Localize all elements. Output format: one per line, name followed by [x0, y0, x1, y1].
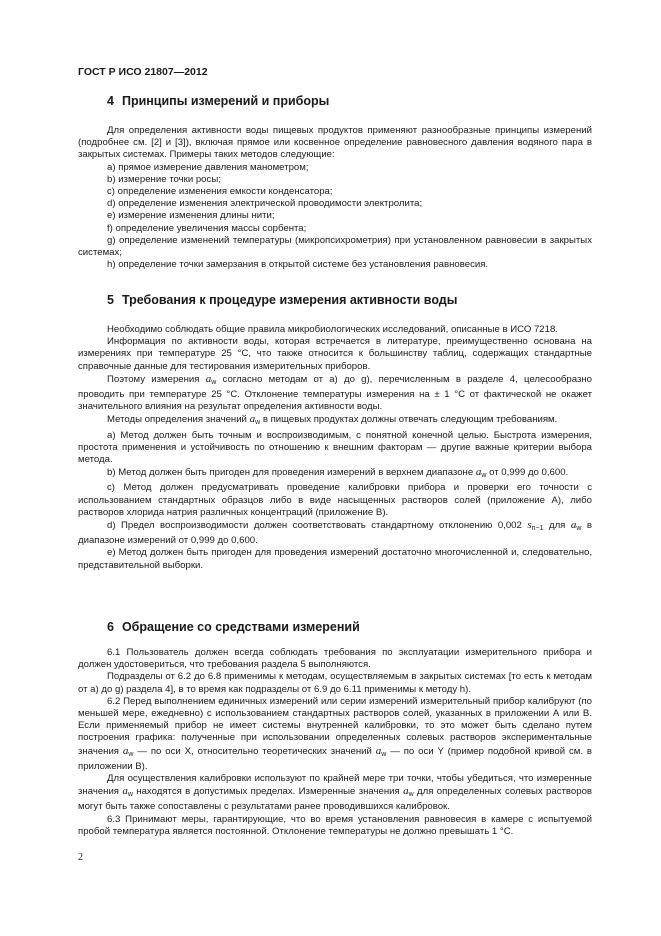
section-title: Принципы измерений и приборы [121, 94, 330, 108]
paragraph: 6.1 Пользователь должен всегда соблюдать требования по эксплуатации измерительного прибора и должен удостовериться, что требования раздела 5 выполняются. [78, 647, 592, 671]
list-item: d) определение изменения электрической проводимости электролита; [107, 198, 423, 210]
paragraph: 6.2 Перед выполнением единичных измерений или серии измерений измерительный прибор калибруют (по меньшей мере, ежедневно) с использованием стандартных растворов солей, указанных в приложении А или В. Если применяемый прибор не имеет системы внутренней калибровки, то это может быть сделано путем построения графика: полученные при использовании определенных солевых растворов экспериментальные значения $a_w$ — по оси X, относительно теоретических значений $a_w$ — по оси Y (пример подобной кривой см. в приложении В). [78, 695, 592, 772]
paragraph: 6.3 Принимают меры, гарантирующие, что во время установления равновесия в камере с испытуемой пробой температура является постоянной. Отклонение температуры не должно превышать 1 °С. [78, 813, 592, 837]
section-title: Требования к процедуре измерения активности воды [121, 293, 458, 307]
paragraph: Для осуществления калибровки используют по крайней мере три точки, чтобы убедиться, что измеренные значения $a_w$ находятся в допустимых пределах. Измеренные значения $a_w$ для определенных солевых растворов могут быть также сопоставлены с результатами ранее проводившихся калибровок. [78, 773, 592, 813]
list-item: g) определение изменений температуры (микропсихрометрия) при установленном равновесии в закрытых системах; [78, 234, 592, 259]
section-number: 5 [107, 293, 114, 307]
list-item: a) прямое измерение давления манометром; [107, 161, 309, 173]
section-number: 4 [107, 94, 114, 108]
paragraph: Для определения активности воды пищевых продуктов применяют разнообразные принципы измерений (подробнее см. [2] и [3]), включая прямое или косвенное определение равновесного давления водяного пара в закрытых системах. Примеры таких методов следующие: [78, 125, 592, 161]
paragraph: Поэтому измерения $a_w$ согласно методам от a) до g), перечисленным в разделе 4, целесообразно проводить при температуре 25 °С. Отклонение температуры измерения на ± 1 °С от фактической не окажет значительного влияния на результат определения активности воды. [78, 372, 592, 413]
list-item: e) измерение изменения длины нити; [107, 210, 275, 222]
paragraph: Информация по активности воды, которая встречается в литературе, преимущественно основана на измерениях при температуре 25 °С, что также относится к большинству таблиц, содержащих стандартные справочные данные для тестирования измерительных приборов. [78, 336, 592, 372]
section-6-body [78, 647, 592, 838]
section-number: 6 [107, 620, 114, 634]
section-5-body [78, 324, 592, 572]
paragraph: Методы определения значений $a_w$ в пищевых продуктах должны отвечать следующим требованиям. [107, 413, 558, 427]
section-5-heading [107, 293, 457, 307]
page-number: 2 [78, 852, 83, 863]
requirement-item: d) Предел воспроизводимости должен соответствовать стандартному отклонению 0,002 $s_{n-1}$ для $a_w$ в диапазоне измерений от 0,999 до 0,600. [78, 519, 592, 547]
standard-designation: ГОСТ Р ИСО 21807—2012 [78, 66, 208, 78]
section-4-body [78, 125, 592, 271]
section-title: Обращение со средствами измерений [121, 620, 360, 634]
section-6-heading [107, 620, 360, 634]
paragraph: Подразделы от 6.2 до 6.8 применимы к методам, осуществляемым в закрытых системах [то есть к методам от a) до g) раздела 4], в то время как подразделы от 6.9 до 6.11 применимы к методу h). [78, 671, 592, 695]
requirement-item: a) Метод должен быть точным и воспроизводимым, с понятной конечной целью. Быстрота измерения, простота применения и устойчивость по отношению к внешним факторам — другие важные критерии выбора метода. [78, 429, 592, 466]
paragraph: Необходимо соблюдать общие правила микробиологических исследований, описанные в ИСО 7218. [107, 324, 558, 335]
list-item: c) определение изменения емкости конденсатора; [107, 186, 333, 198]
section-4-heading [107, 94, 329, 108]
list-item: b) измерение точки росы; [107, 173, 221, 185]
requirement-item: e) Метод должен быть пригоден для проведения измерений достаточно многочисленной и, следовательно, представительной выборки. [78, 547, 592, 571]
requirement-item: b) Метод должен быть пригоден для проведения измерений в верхнем диапазоне $a_w$ от 0,999 до 0,600. [107, 466, 569, 480]
list-item: f) определение увеличения массы сорбента; [107, 222, 307, 234]
requirement-item: c) Метод должен предусматривать проведение калибровки прибора и проверки его точности с использованием стандартных образцов либо в виде насыщенных растворов солей (приложение А), либо растворов хлорида натрия различных концентраций (приложение В). [78, 482, 592, 518]
list-item: h) определение точки замерзания в открытой системе без установления равновесия. [107, 259, 489, 271]
